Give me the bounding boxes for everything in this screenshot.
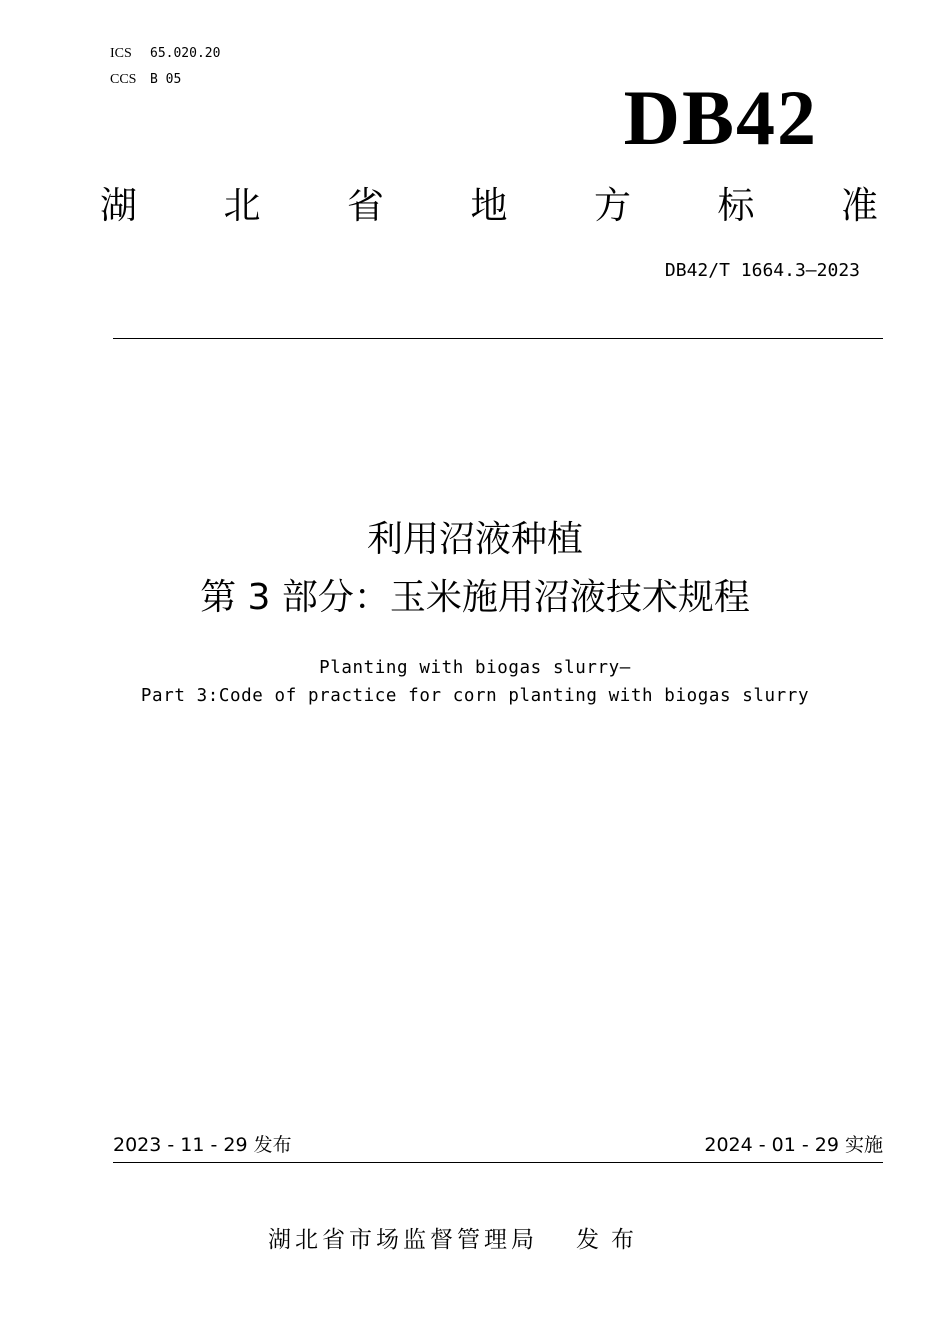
title-cn-line2: 第 3 部分：玉米施用沼液技术规程 bbox=[200, 577, 750, 618]
implement-date: 2024 - 01 - 29 bbox=[704, 1134, 839, 1156]
publish-date: 2023 - 11 - 29 bbox=[113, 1134, 248, 1156]
publish-date-line bbox=[113, 1132, 292, 1158]
ics-row bbox=[110, 46, 220, 62]
implement-word: 实施 bbox=[844, 1134, 883, 1156]
title-en-line2: Part 3:Code of practice for corn planting with biogas slurry bbox=[140, 686, 810, 706]
issuer-line bbox=[268, 1224, 646, 1256]
title-en-line1: Planting with biogas slurry— bbox=[319, 658, 631, 678]
title-cn-line1: 利用沼液种植 bbox=[366, 519, 583, 560]
standard-number: DB42/T 1664.3—2023 bbox=[664, 260, 860, 281]
authority-char: 准 bbox=[841, 184, 878, 227]
ics-label: ICS bbox=[110, 46, 132, 61]
header-divider bbox=[113, 338, 883, 339]
standard-mark: DB42 bbox=[623, 74, 818, 161]
publish-word: 发布 bbox=[253, 1134, 292, 1156]
footer-divider bbox=[113, 1162, 883, 1163]
ccs-label: CCS bbox=[110, 72, 137, 87]
authority-char: 湖 bbox=[100, 184, 137, 227]
authority-char: 省 bbox=[347, 184, 384, 227]
implement-date-line bbox=[704, 1132, 883, 1158]
issuer-name: 湖北省市场监督管理局 bbox=[268, 1227, 538, 1253]
authority-char: 方 bbox=[594, 184, 631, 227]
ccs-code: B 05 bbox=[150, 72, 182, 87]
authority-char: 北 bbox=[223, 184, 261, 227]
authority-char: 标 bbox=[717, 184, 755, 227]
issuer-action: 发布 bbox=[576, 1227, 646, 1253]
authority-heading bbox=[100, 184, 878, 228]
ics-code: 65.020.20 bbox=[150, 46, 221, 61]
authority-char: 地 bbox=[470, 184, 508, 227]
ccs-row bbox=[110, 72, 181, 88]
